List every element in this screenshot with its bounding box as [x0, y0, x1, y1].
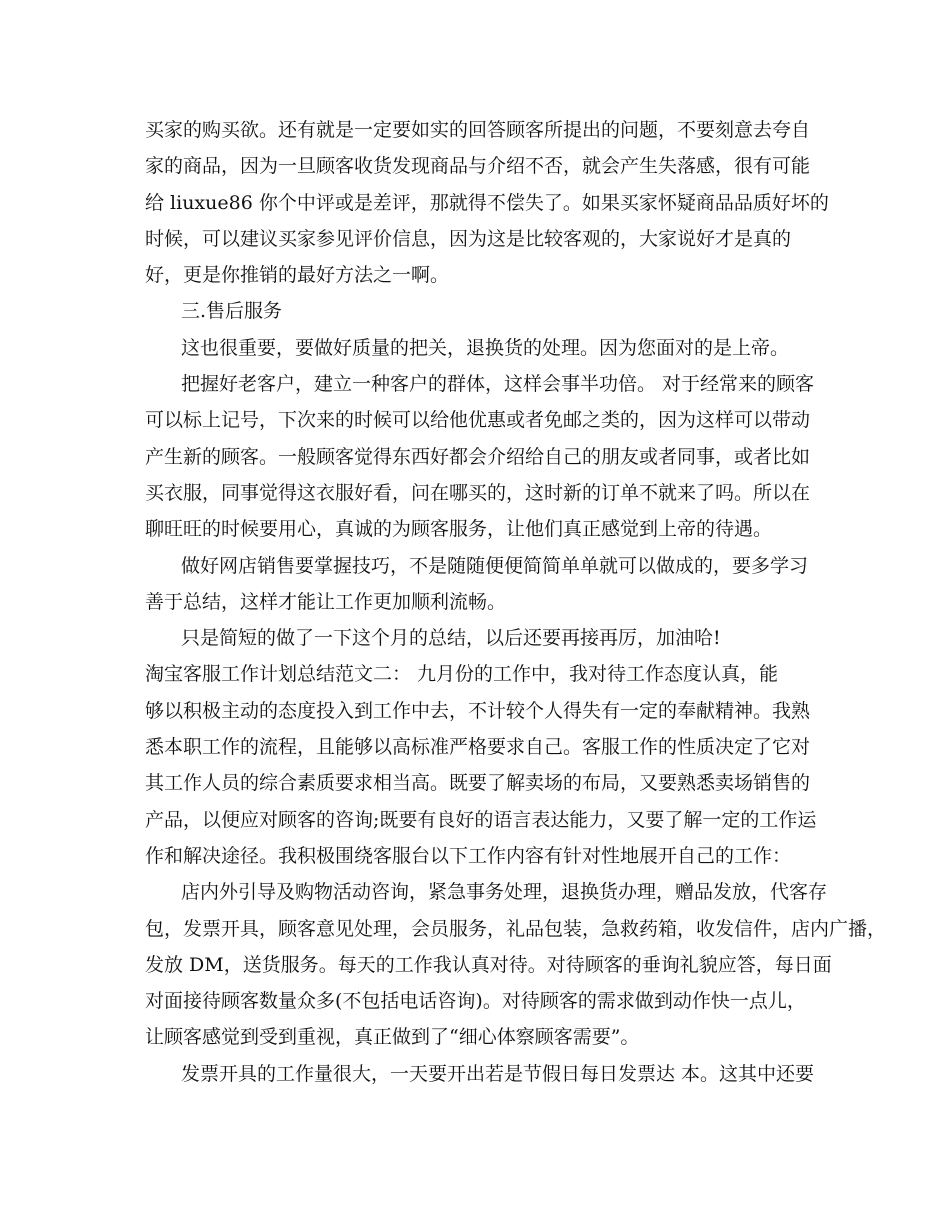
- text-line: 把握好老客户，建立一种客户的群体，这样会事半功倍。 对于经常来的顾客: [181, 373, 815, 396]
- text-line: 发放 DM，送货服务。每天的工作我认真对待。对待顾客的垂询礼貌应答，每日面: [145, 953, 832, 976]
- text-line: 时候，可以建议买家参见评价信息，因为这是比较客观的，大家说好才是真的: [145, 227, 792, 250]
- text-line: 买衣服，同事觉得这衣服好看，问在哪买的，这时新的订单不就来了吗。所以在: [145, 481, 811, 504]
- text-line: 给 liuxue86 你个中评或是差评，那就得不偿失了。如果买家怀疑商品品质好坏的: [145, 191, 829, 214]
- text-line: 产品，以便应对顾客的咨询;既要有良好的语言表达能力，又要了解一定的工作运: [145, 808, 817, 831]
- section-title-line: 淘宝客服工作计划总结范文二： 九月份的工作中，我对待工作态度认真，能: [145, 663, 779, 686]
- text-line: 悉本职工作的流程，且能够以高标准严格要求自己。客服工作的性质决定了它对: [145, 736, 811, 759]
- text-line: 让顾客感觉到受到重视，真正做到了“细心体察顾客需要”。: [145, 1026, 640, 1049]
- text-line: 好，更是你推销的最好方法之一啊。: [145, 264, 450, 287]
- text-line: 这也很重要，要做好质量的把关，退换货的处理。因为您面对的是上帝。: [181, 336, 790, 359]
- text-line: 善于总结，这样才能让工作更加顺利流畅。: [145, 590, 507, 613]
- text-line: 买家的购买欲。还有就是一定要如实的回答顾客所提出的问题，不要刻意去夸自: [145, 119, 811, 141]
- text-line: 可以标上记号，下次来的时候可以给他优惠或者免邮之类的，因为这样可以带动: [145, 409, 811, 432]
- section-heading: 三.售后服务: [181, 300, 283, 323]
- text-line: 包，发票开具，顾客意见处理，会员服务，礼品包装，急救药箱，收发信件，店内广播，: [145, 917, 887, 940]
- text-line: 产生新的顾客。一般顾客觉得东西好都会介绍给自己的朋友或者同事，或者比如: [145, 445, 811, 468]
- text-line: 做好网店销售要掌握技巧，不是随随便便简简单单就可以做成的，要多学习: [181, 554, 809, 577]
- text-line: 够以积极主动的态度投入到工作中去，不计较个人得失有一定的奉献精神。我熟: [145, 699, 811, 722]
- text-line: 其工作人员的综合素质要求相当高。既要了解卖场的布局，又要熟悉卖场销售的: [145, 772, 811, 795]
- text-line: 家的商品，因为一旦顾客收货发现商品与介绍不否，就会产生失落感，很有可能: [145, 155, 811, 178]
- document-body: [145, 112, 887, 1092]
- text-line: 作和解决途径。我积极围绕客服台以下工作内容有针对性地展开自己的工作：: [145, 844, 792, 867]
- text-line: 对面接待顾客数量众多(不包括电话咨询)。对待顾客的需求做到动作快一点儿，: [145, 990, 806, 1013]
- text-line: 只是简短的做了一下这个月的总结，以后还要再接再厉，加油哈!: [181, 627, 721, 650]
- text-line: 店内外引导及购物活动咨询，紧急事务处理，退换货办理，赠品发放，代客存: [181, 881, 828, 904]
- text-line: 聊旺旺的时候要用心，真诚的为顾客服务，让他们真正感觉到上帝的待遇。: [145, 518, 773, 541]
- text-line: 发票开具的工作量很大，一天要开出若是节假日每日发票达 本。这其中还要: [181, 1062, 815, 1085]
